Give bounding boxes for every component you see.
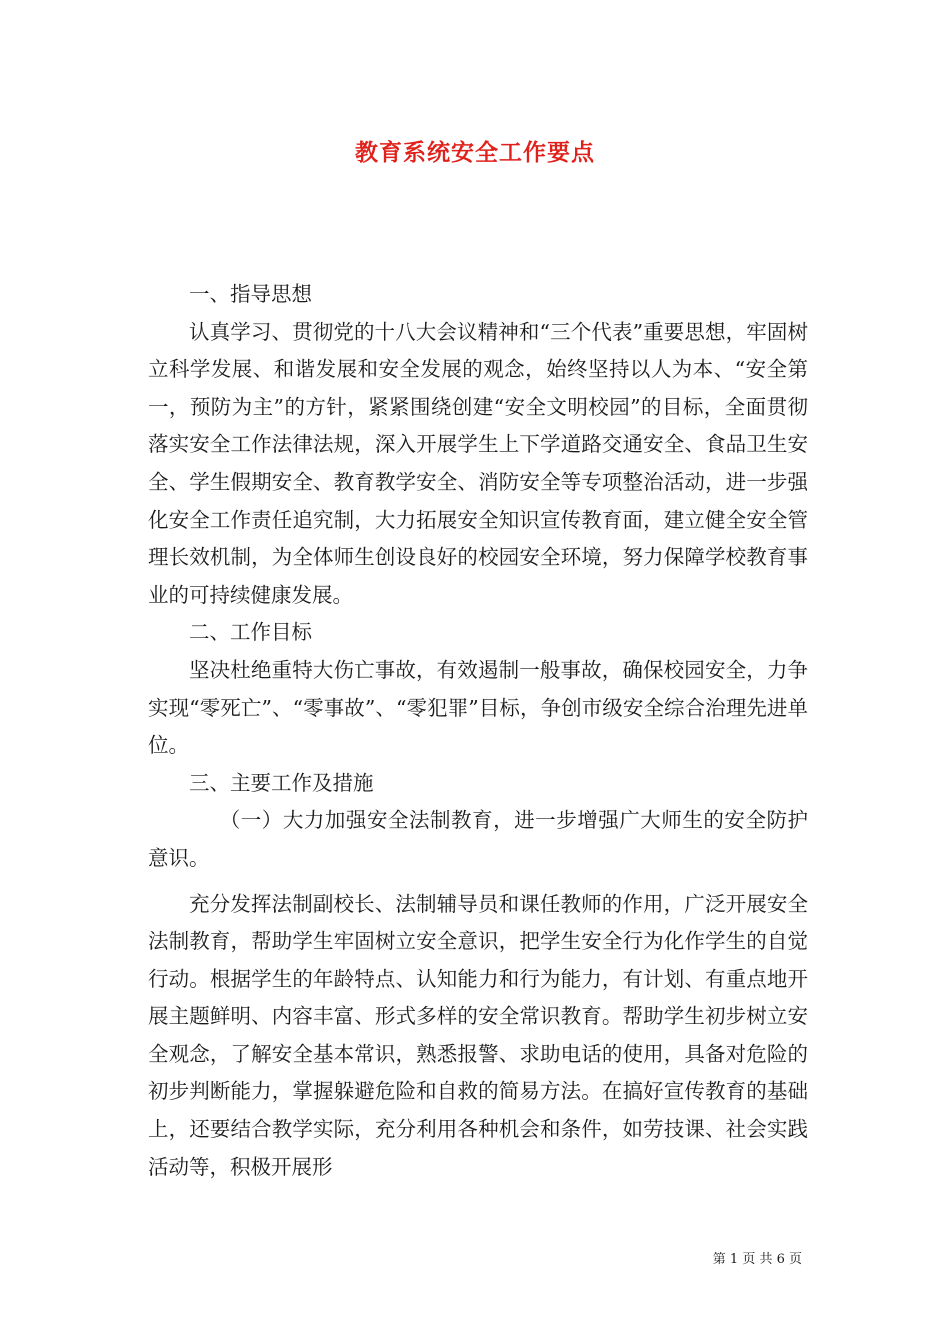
paragraph-legal-education: 充分发挥法制副校长、法制辅导员和课任教师的作用，广泛开展安全法制教育，帮助学生牢固树立安全意识，把学生安全行为化作学生的自觉行动。根据学生的年龄特点、认知能力和行为能力，有计划、有重点地开展主题鲜明、内容丰富、形式多样的安全常识教育。帮助学生初步树立安全观念，了解安全基本常识，熟悉报警、求助电话的使用，具备对危险的初步判断能力，掌握躲避危险和自救的简易方法。在搞好宣传教育的基础上，还要结合教学实际，充分利用各种机会和条件，如劳技课、社会实践活动等，积极开展形 bbox=[148, 891, 808, 1179]
paragraph-guiding-ideology: 认真学习、贯彻党的十八大会议精神和“三个代表”重要思想，牢固树立科学发展、和谐发展和安全发展的观念，始终坚持以人为本、“安全第一，预防为主”的方针，紧紧围绕创建“安全文明校园”的目标，全面贯彻落实安全工作法律法规，深入开展学生上下学道路交通安全、食品卫生安全、学生假期安全、教育教学安全、消防安全等专项整治活动，进一步强化安全工作责任追究制，大力拓展安全知识宣传教育面，建立健全安全管理长效机制，为全体师生创设良好的校园安全环境，努力保障学校教育事业的可持续健康发展。 bbox=[148, 319, 808, 607]
paragraph-work-goals: 坚决杜绝重特大伤亡事故，有效遏制一般事故，确保校园安全，力争实现“零死亡”、“零事故”、“零犯罪”目标，争创市级安全综合治理先进单位。 bbox=[148, 657, 808, 758]
page-number: 第 1 页 共 6 页 bbox=[712, 1252, 802, 1267]
section-heading-guiding-ideology: 一、指导思想 bbox=[189, 282, 312, 306]
section-heading-main-measures: 三、主要工作及措施 bbox=[189, 770, 374, 795]
subsection-heading-legal-education: （一）大力加强安全法制教育，进一步增强广大师生的安全防护意识。 bbox=[148, 808, 808, 870]
document-title: 教育系统安全工作要点 bbox=[355, 139, 595, 166]
section-heading-work-goals: 二、工作目标 bbox=[189, 620, 312, 645]
document-body bbox=[148, 276, 808, 1186]
